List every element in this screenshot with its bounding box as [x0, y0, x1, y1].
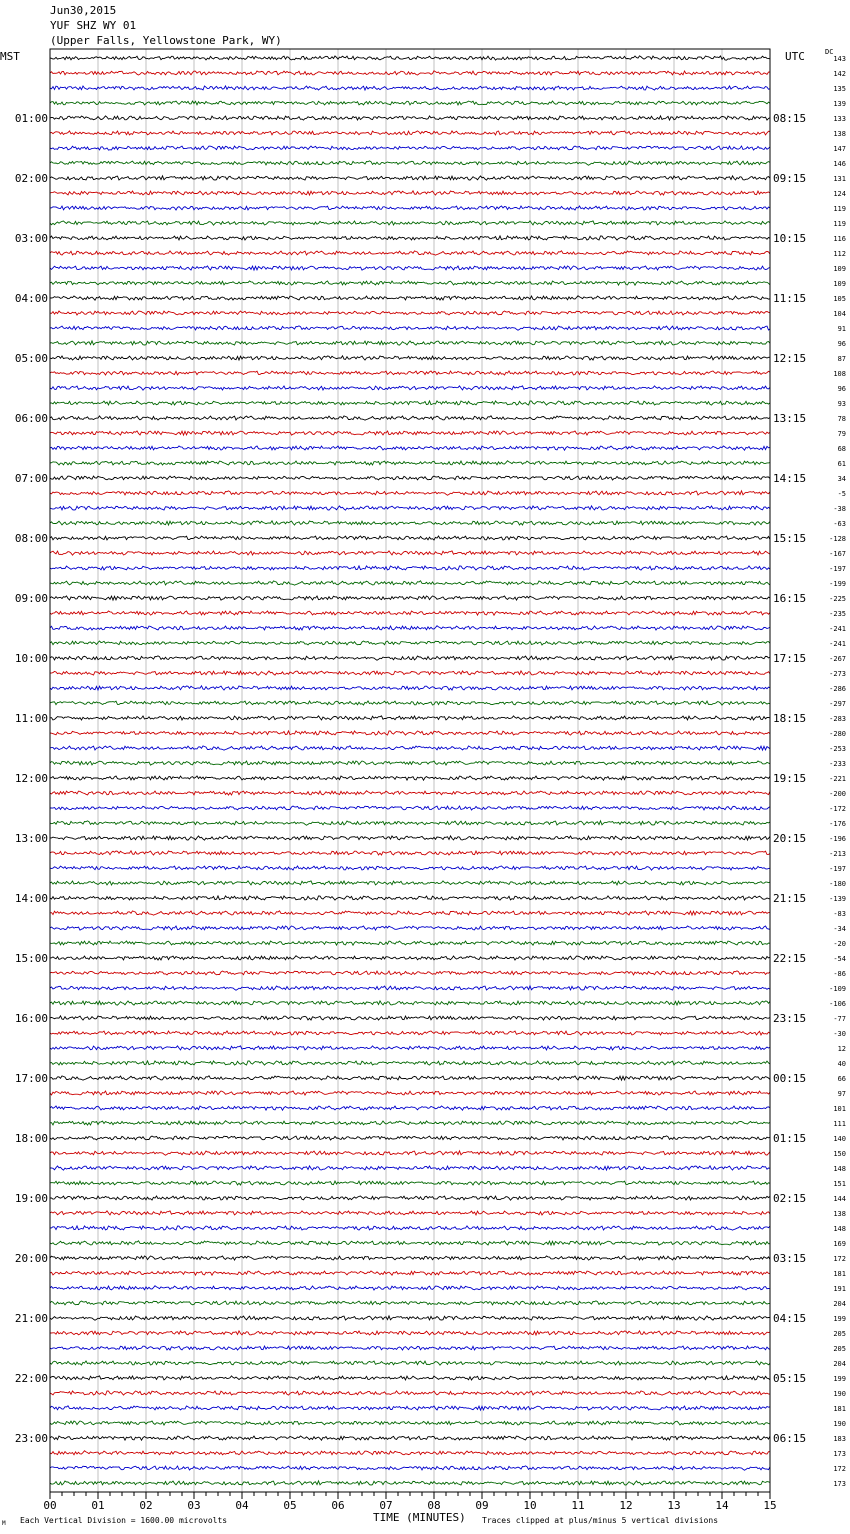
x-tick-label: 12	[619, 1499, 633, 1512]
dc-offset-label: 172	[833, 1255, 846, 1263]
trace-line	[50, 671, 770, 675]
utc-hour-label: 14:15	[773, 472, 807, 485]
mst-hour-label: 14:00	[14, 892, 48, 905]
trace-line	[50, 836, 770, 840]
seismic-traces	[50, 56, 770, 1485]
trace-line	[50, 536, 770, 540]
trace-line	[50, 911, 770, 915]
dc-offset-label: 204	[833, 1360, 846, 1368]
x-tick-label: 02	[139, 1499, 153, 1512]
trace-line	[50, 431, 770, 435]
trace-line	[50, 1346, 770, 1350]
trace-line	[50, 1136, 770, 1140]
mst-hour-label: 05:00	[14, 352, 48, 365]
dc-offset-label: 199	[833, 1375, 846, 1383]
trace-line	[50, 1376, 770, 1380]
dc-offset-label: -267	[829, 655, 846, 663]
chart-date: Jun30,2015	[50, 4, 117, 17]
trace-line	[50, 1331, 770, 1335]
mst-hour-label: 16:00	[14, 1012, 48, 1025]
trace-line	[50, 1106, 770, 1110]
station-location: (Upper Falls, Yellowstone Park, WY)	[50, 34, 282, 47]
dc-offset-label: 68	[837, 445, 846, 453]
trace-line	[50, 956, 770, 960]
dc-offset-label: -34	[833, 925, 846, 933]
dc-offset-label: 104	[833, 310, 846, 318]
dc-offset-label: -167	[829, 550, 846, 558]
utc-hour-label: 01:15	[773, 1132, 807, 1145]
x-axis-title: TIME (MINUTES)	[373, 1511, 466, 1524]
trace-line	[50, 701, 770, 705]
trace-line	[50, 1286, 770, 1290]
mst-hour-label: 03:00	[14, 232, 48, 245]
trace-line	[50, 371, 770, 375]
dc-offset-label: -280	[829, 730, 846, 738]
station-code: YUF SHZ WY 01	[50, 19, 137, 32]
trace-line	[50, 1181, 770, 1185]
utc-hour-label: 03:15	[773, 1252, 807, 1265]
dc-offset-label: -63	[833, 520, 846, 528]
mst-hour-label: 21:00	[14, 1312, 48, 1325]
trace-line	[50, 1166, 770, 1170]
trace-line	[50, 1421, 770, 1425]
trace-line	[50, 386, 770, 390]
trace-line	[50, 731, 770, 735]
trace-line	[50, 1196, 770, 1200]
trace-line	[50, 1211, 770, 1215]
dc-offset-label: 119	[833, 220, 846, 228]
trace-line	[50, 326, 770, 330]
trace-line	[50, 626, 770, 630]
utc-hour-label: 04:15	[773, 1312, 807, 1325]
dc-offset-label: 116	[833, 235, 846, 243]
dc-offset-label: 66	[837, 1075, 846, 1083]
mst-hour-label: 19:00	[14, 1192, 48, 1205]
utc-hour-label: 22:15	[773, 952, 807, 965]
trace-line	[50, 551, 770, 555]
utc-hour-label: 20:15	[773, 832, 807, 845]
dc-offset-label: -139	[829, 895, 846, 903]
trace-line	[50, 416, 770, 420]
dc-offset-label: 139	[833, 100, 846, 108]
corner-mark: M	[2, 1520, 6, 1527]
x-tick-label: 09	[475, 1499, 489, 1512]
utc-hour-label: 02:15	[773, 1192, 807, 1205]
x-tick-label: 04	[235, 1499, 249, 1512]
dc-offset-label: -38	[833, 505, 846, 513]
utc-hour-label: 06:15	[773, 1432, 807, 1445]
mst-hour-label: 06:00	[14, 412, 48, 425]
dc-offset-label: 144	[833, 1195, 846, 1203]
dc-offset-label: -283	[829, 715, 846, 723]
trace-line	[50, 566, 770, 570]
trace-line	[50, 476, 770, 480]
dc-offset-label: 205	[833, 1330, 846, 1338]
trace-line	[50, 941, 770, 945]
trace-line	[50, 1091, 770, 1095]
trace-line	[50, 986, 770, 990]
trace-line	[50, 191, 770, 195]
right-timezone-label: UTC	[785, 50, 805, 63]
dc-offset-label: -233	[829, 760, 846, 768]
dc-offset-label: 142	[833, 70, 846, 78]
trace-line	[50, 971, 770, 975]
trace-line	[50, 56, 770, 60]
mst-hour-label: 10:00	[14, 652, 48, 665]
trace-line	[50, 776, 770, 780]
x-tick-label: 07	[379, 1499, 393, 1512]
utc-hour-label: 16:15	[773, 592, 807, 605]
x-tick-label: 06	[331, 1499, 345, 1512]
trace-line	[50, 746, 770, 750]
dc-offset-label: 147	[833, 145, 846, 153]
trace-line	[50, 791, 770, 795]
trace-line	[50, 461, 770, 465]
utc-hour-label: 11:15	[773, 292, 807, 305]
dc-offset-label: -54	[833, 955, 846, 963]
plot-frame	[50, 49, 770, 1492]
trace-line	[50, 146, 770, 150]
trace-line	[50, 1151, 770, 1155]
dc-offset-label: 135	[833, 85, 846, 93]
x-tick-label: 11	[571, 1499, 585, 1512]
mst-hour-label: 20:00	[14, 1252, 48, 1265]
dc-offset-label: 79	[837, 430, 846, 438]
mst-hour-label: 13:00	[14, 832, 48, 845]
mst-hour-label: 18:00	[14, 1132, 48, 1145]
dc-offset-label: 181	[833, 1405, 846, 1413]
dc-offset-label: 97	[837, 1090, 846, 1098]
mst-hour-label: 12:00	[14, 772, 48, 785]
minute-gridlines	[98, 49, 722, 1492]
dc-offset-label: -83	[833, 910, 846, 918]
trace-line	[50, 1316, 770, 1320]
trace-line	[50, 1301, 770, 1305]
trace-line	[50, 356, 770, 360]
dc-offset-label: 40	[837, 1060, 846, 1068]
trace-line	[50, 491, 770, 495]
utc-hour-label: 23:15	[773, 1012, 807, 1025]
dc-offset-label: 173	[833, 1450, 846, 1458]
trace-line	[50, 521, 770, 525]
dc-offset-label: -225	[829, 595, 846, 603]
dc-offset-label: 105	[833, 295, 846, 303]
trace-line	[50, 296, 770, 300]
dc-offset-label: 140	[833, 1135, 846, 1143]
x-tick-label: 05	[283, 1499, 297, 1512]
dc-offset-label: 190	[833, 1390, 846, 1398]
dc-offset-label: 78	[837, 415, 846, 423]
mst-hour-label: 09:00	[14, 592, 48, 605]
dc-offset-label: 119	[833, 205, 846, 213]
dc-offset-label: 91	[837, 325, 846, 333]
trace-line	[50, 221, 770, 225]
dc-offset-label: 109	[833, 265, 846, 273]
trace-line	[50, 761, 770, 765]
trace-line	[50, 1481, 770, 1485]
utc-hour-label: 12:15	[773, 352, 807, 365]
dc-offset-label: 133	[833, 115, 846, 123]
trace-line	[50, 266, 770, 270]
trace-line	[50, 341, 770, 345]
trace-line	[50, 1361, 770, 1365]
utc-hour-label: 10:15	[773, 232, 807, 245]
dc-offset-label: -286	[829, 685, 846, 693]
dc-offset-label: 181	[833, 1270, 846, 1278]
dc-offset-label: -106	[829, 1000, 846, 1008]
trace-line	[50, 161, 770, 165]
dc-offset-label: -241	[829, 625, 846, 633]
trace-line	[50, 611, 770, 615]
trace-line	[50, 281, 770, 285]
dc-offset-label: 150	[833, 1150, 846, 1158]
mst-hour-label: 23:00	[14, 1432, 48, 1445]
trace-line	[50, 1451, 770, 1455]
dc-header: DC	[825, 48, 834, 56]
trace-line	[50, 1031, 770, 1035]
trace-line	[50, 446, 770, 450]
trace-line	[50, 251, 770, 255]
trace-line	[50, 1226, 770, 1230]
trace-line	[50, 896, 770, 900]
mst-hour-label: 08:00	[14, 532, 48, 545]
trace-line	[50, 641, 770, 645]
dc-offset-label: 183	[833, 1435, 846, 1443]
trace-line	[50, 581, 770, 585]
mst-hour-label: 02:00	[14, 172, 48, 185]
trace-line	[50, 1061, 770, 1065]
trace-line	[50, 131, 770, 135]
trace-line	[50, 176, 770, 180]
trace-line	[50, 926, 770, 930]
plot-border	[50, 49, 770, 1492]
dc-offset-label: 131	[833, 175, 846, 183]
dc-offset-label: 34	[837, 475, 846, 483]
trace-line	[50, 1016, 770, 1020]
dc-offset-label: 87	[837, 355, 846, 363]
utc-hour-label: 00:15	[773, 1072, 807, 1085]
trace-line	[50, 116, 770, 120]
x-tick-label: 01	[91, 1499, 105, 1512]
dc-offset-label: 61	[837, 460, 846, 468]
trace-line	[50, 1406, 770, 1410]
mst-hour-labels	[15, 112, 48, 1445]
dc-offset-label: -180	[829, 880, 846, 888]
trace-line	[50, 101, 770, 105]
dc-offset-label: 138	[833, 130, 846, 138]
dc-offset-label: 190	[833, 1420, 846, 1428]
dc-offset-label: -172	[829, 805, 846, 813]
x-tick-label: 14	[715, 1499, 729, 1512]
trace-line	[50, 686, 770, 690]
dc-offset-label: -199	[829, 580, 846, 588]
utc-hour-label: 21:15	[773, 892, 807, 905]
x-tick-label: 03	[187, 1499, 201, 1512]
trace-line	[50, 1121, 770, 1125]
trace-line	[50, 1391, 770, 1395]
dc-offset-label: -235	[829, 610, 846, 618]
dc-offset-label: 143	[833, 55, 846, 63]
dc-offset-label: 172	[833, 1465, 846, 1473]
trace-line	[50, 716, 770, 720]
trace-line	[50, 1046, 770, 1050]
dc-offset-label: 173	[833, 1480, 846, 1488]
utc-hour-label: 17:15	[773, 652, 807, 665]
dc-offset-label: 151	[833, 1180, 846, 1188]
dc-offset-label: -273	[829, 670, 846, 678]
dc-offset-label: 108	[833, 370, 846, 378]
trace-line	[50, 86, 770, 90]
trace-line	[50, 881, 770, 885]
dc-offset-label: 109	[833, 280, 846, 288]
trace-line	[50, 1076, 770, 1080]
dc-offset-label: -109	[829, 985, 846, 993]
trace-line	[50, 1241, 770, 1245]
trace-line	[50, 656, 770, 660]
x-tick-label: 10	[523, 1499, 537, 1512]
dc-offset-label: -77	[833, 1015, 846, 1023]
dc-offset-label: -297	[829, 700, 846, 708]
trace-line	[50, 806, 770, 810]
dc-offset-label: 124	[833, 190, 846, 198]
dc-offset-label: 191	[833, 1285, 846, 1293]
dc-offset-label: 205	[833, 1345, 846, 1353]
trace-line	[50, 236, 770, 240]
x-tick-label: 08	[427, 1499, 441, 1512]
left-timezone-label: MST	[0, 50, 20, 63]
clipping-note: Traces clipped at plus/minus 5 vertical divisions	[482, 1516, 719, 1525]
x-tick-label: 15	[763, 1499, 777, 1512]
mst-hour-label: 22:00	[14, 1372, 48, 1385]
dc-offset-labels	[829, 55, 846, 1488]
x-axis	[43, 1492, 776, 1512]
dc-offset-label: -200	[829, 790, 846, 798]
trace-line	[50, 311, 770, 315]
dc-offset-label: -30	[833, 1030, 846, 1038]
trace-line	[50, 1466, 770, 1470]
dc-offset-label: 96	[837, 385, 846, 393]
dc-offset-label: 138	[833, 1210, 846, 1218]
dc-offset-label: 112	[833, 250, 846, 258]
dc-offset-label: -86	[833, 970, 846, 978]
utc-hour-label: 13:15	[773, 412, 807, 425]
dc-offset-label: 111	[833, 1120, 846, 1128]
mst-hour-label: 11:00	[14, 712, 48, 725]
trace-line	[50, 506, 770, 510]
trace-line	[50, 821, 770, 825]
dc-offset-label: -5	[837, 490, 846, 498]
trace-line	[50, 1256, 770, 1260]
mst-hour-label: 15:00	[14, 952, 48, 965]
utc-hour-label: 08:15	[773, 112, 807, 125]
utc-hour-label: 15:15	[773, 532, 807, 545]
trace-line	[50, 596, 770, 600]
dc-offset-label: 199	[833, 1315, 846, 1323]
trace-line	[50, 1271, 770, 1275]
dc-offset-label: -197	[829, 565, 846, 573]
utc-hour-label: 18:15	[773, 712, 807, 725]
dc-offset-label: -253	[829, 745, 846, 753]
utc-hour-labels	[773, 112, 806, 1445]
dc-offset-label: 148	[833, 1165, 846, 1173]
dc-offset-label: 101	[833, 1105, 846, 1113]
dc-offset-label: -221	[829, 775, 846, 783]
mst-hour-label: 07:00	[14, 472, 48, 485]
dc-offset-label: -241	[829, 640, 846, 648]
mst-hour-label: 17:00	[14, 1072, 48, 1085]
x-tick-label: 13	[667, 1499, 681, 1512]
trace-line	[50, 851, 770, 855]
trace-line	[50, 71, 770, 75]
dc-offset-label: 204	[833, 1300, 846, 1308]
dc-offset-label: 12	[837, 1045, 846, 1053]
dc-offset-label: 96	[837, 340, 846, 348]
dc-offset-label: 93	[837, 400, 846, 408]
mst-hour-label: 01:00	[14, 112, 48, 125]
trace-line	[50, 1001, 770, 1005]
trace-line	[50, 206, 770, 210]
utc-hour-label: 05:15	[773, 1372, 807, 1385]
dc-offset-label: 169	[833, 1240, 846, 1248]
x-tick-label: 00	[43, 1499, 57, 1512]
dc-offset-label: -128	[829, 535, 846, 543]
trace-line	[50, 401, 770, 405]
vertical-scale-note: Each Vertical Division = 1600.00 microvolts	[20, 1516, 228, 1525]
dc-offset-label: -20	[833, 940, 846, 948]
trace-line	[50, 1436, 770, 1440]
dc-offset-label: -197	[829, 865, 846, 873]
dc-offset-label: -176	[829, 820, 846, 828]
dc-offset-label: -196	[829, 835, 846, 843]
mst-hour-label: 04:00	[14, 292, 48, 305]
dc-offset-label: 148	[833, 1225, 846, 1233]
trace-line	[50, 866, 770, 870]
dc-offset-label: 146	[833, 160, 846, 168]
dc-offset-label: -213	[829, 850, 846, 858]
utc-hour-label: 19:15	[773, 772, 807, 785]
utc-hour-label: 09:15	[773, 172, 807, 185]
